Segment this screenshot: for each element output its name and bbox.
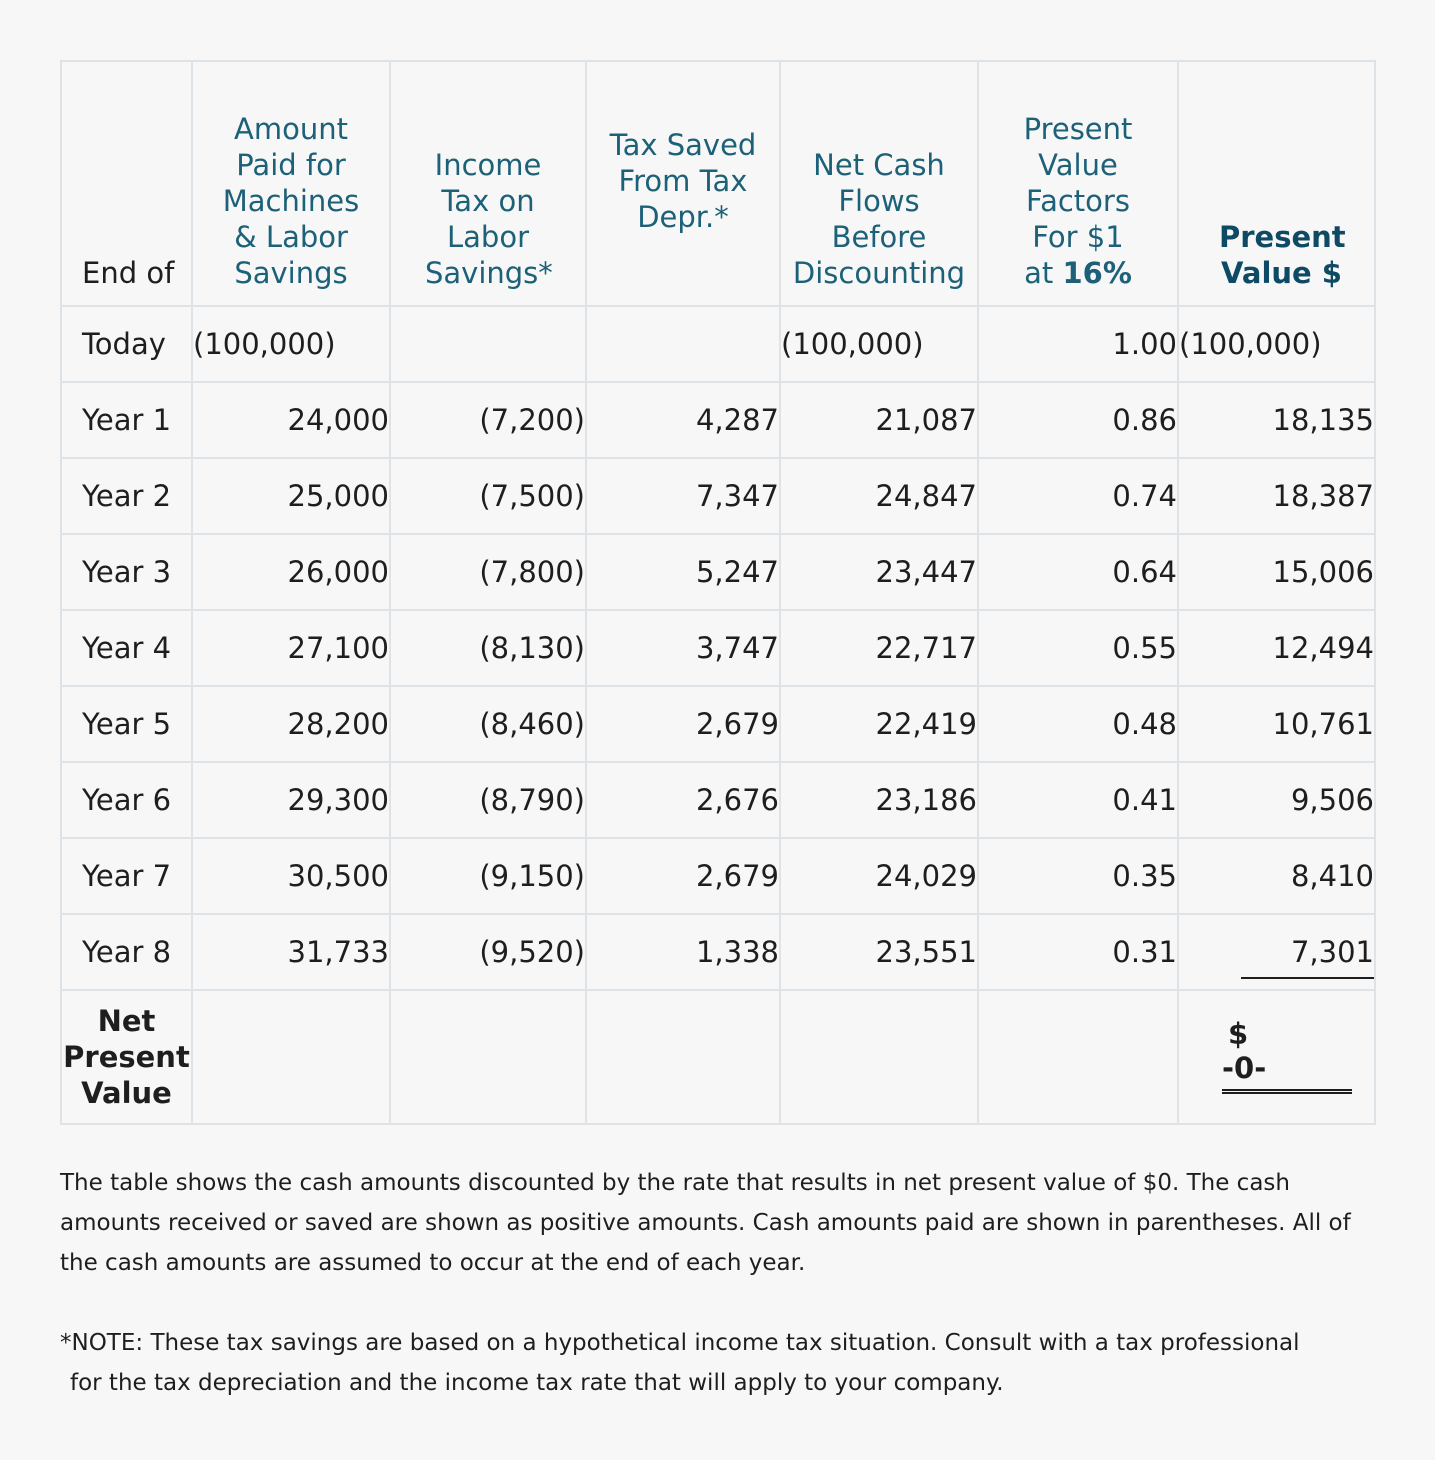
description-text: The table shows the cash amounts discounted by the rate that results in net present value of $0. The cash amounts received or saved are shown as positive amounts. Cash amounts paid are shown in parentheses. All of the cash amounts are assumed to occur at the end of each year. (60, 1170, 1351, 1276)
cell-net-cash-flow: 22,419 (780, 686, 978, 762)
header-income-tax: Income Tax on Labor Savings* (390, 61, 586, 306)
cell-tax-saved: 2,679 (586, 686, 780, 762)
cell-tax-saved: 2,679 (586, 838, 780, 914)
npv-table (60, 60, 1376, 1125)
cell-tax-saved: 5,247 (586, 534, 780, 610)
cell-pv-factor: 0.48 (978, 686, 1178, 762)
underlined-value: 7,301 (1241, 935, 1374, 979)
total-empty-cell (192, 990, 390, 1124)
total-value (1222, 1017, 1352, 1094)
cell-tax-saved (586, 306, 780, 382)
cell-net-cash-flow: (100,000) (780, 306, 978, 382)
row-label: Year 8 (61, 914, 192, 990)
cell-tax-saved: 3,747 (586, 610, 780, 686)
cell-net-cash-flow: 21,087 (780, 382, 978, 458)
cell-pv-factor: 0.64 (978, 534, 1178, 610)
cell-present-value: (100,000) (1178, 306, 1375, 382)
cell-income-tax: (9,520) (390, 914, 586, 990)
cell-tax-saved: 2,676 (586, 762, 780, 838)
cell-present-value: 10,761 (1178, 686, 1375, 762)
total-currency: $ (1228, 1016, 1249, 1051)
npv-table-container (60, 60, 1376, 1125)
cell-net-cash-flow: 23,551 (780, 914, 978, 990)
cell-pv-factor: 0.55 (978, 610, 1178, 686)
cell-income-tax: (8,130) (390, 610, 586, 686)
cell-amount-paid: 28,200 (192, 686, 390, 762)
total-label: Net Present Value (61, 990, 192, 1124)
header-rate: 16% (1062, 256, 1132, 290)
cell-amount-paid: 30,500 (192, 838, 390, 914)
cell-amount-paid: 24,000 (192, 382, 390, 458)
header-pv-factors-text: Present Value Factors For $1 at (1023, 112, 1133, 290)
cell-income-tax: (9,150) (390, 838, 586, 914)
table-row (61, 914, 1375, 990)
cell-amount-paid: (100,000) (192, 306, 390, 382)
row-label: Year 6 (61, 762, 192, 838)
cell-present-value: 12,494 (1178, 610, 1375, 686)
row-label: Year 3 (61, 534, 192, 610)
cell-present-value: 9,506 (1178, 762, 1375, 838)
cell-income-tax: (8,790) (390, 762, 586, 838)
cell-income-tax (390, 306, 586, 382)
row-label: Year 2 (61, 458, 192, 534)
cell-income-tax: (8,460) (390, 686, 586, 762)
table-row (61, 686, 1375, 762)
total-row (61, 990, 1375, 1124)
cell-income-tax: (7,200) (390, 382, 586, 458)
header-tax-saved: Tax Saved From Tax Depr.* (586, 61, 780, 306)
cell-tax-saved: 1,338 (586, 914, 780, 990)
table-row (61, 838, 1375, 914)
cell-present-value: 18,387 (1178, 458, 1375, 534)
cell-amount-paid: 26,000 (192, 534, 390, 610)
cell-pv-factor: 0.31 (978, 914, 1178, 990)
row-label: Year 1 (61, 382, 192, 458)
cell-pv-factor: 1.00 (978, 306, 1178, 382)
total-value-cell (1178, 990, 1375, 1124)
cell-net-cash-flow: 23,186 (780, 762, 978, 838)
cell-pv-factor: 0.86 (978, 382, 1178, 458)
cell-income-tax: (7,800) (390, 534, 586, 610)
row-label: Year 5 (61, 686, 192, 762)
row-label: Year 7 (61, 838, 192, 914)
header-present-value: Present Value $ (1178, 61, 1375, 306)
table-row (61, 534, 1375, 610)
table-row (61, 610, 1375, 686)
header-end-of: End of (61, 61, 192, 306)
header-net-cash-flows: Net Cash Flows Before Discounting (780, 61, 978, 306)
table-row (61, 458, 1375, 534)
cell-present-value: 15,006 (1178, 534, 1375, 610)
cell-amount-paid: 25,000 (192, 458, 390, 534)
footnote-line2: for the tax depreciation and the income tax rate that will apply to your company. (70, 1370, 1004, 1396)
cell-present-value (1178, 914, 1375, 990)
cell-tax-saved: 4,287 (586, 382, 780, 458)
cell-net-cash-flow: 24,029 (780, 838, 978, 914)
cell-net-cash-flow: 22,717 (780, 610, 978, 686)
cell-amount-paid: 27,100 (192, 610, 390, 686)
total-amount: -0- (1222, 1050, 1267, 1085)
total-empty-cell (978, 990, 1178, 1124)
table-row (61, 762, 1375, 838)
cell-income-tax: (7,500) (390, 458, 586, 534)
cell-tax-saved: 7,347 (586, 458, 780, 534)
header-amount-paid: Amount Paid for Machines & Labor Savings (192, 61, 390, 306)
row-label: Year 4 (61, 610, 192, 686)
table-row (61, 382, 1375, 458)
total-empty-cell (390, 990, 586, 1124)
cell-pv-factor: 0.74 (978, 458, 1178, 534)
row-label: Today (61, 306, 192, 382)
total-empty-cell (586, 990, 780, 1124)
notes (60, 1163, 1380, 1403)
cell-pv-factor: 0.35 (978, 838, 1178, 914)
cell-present-value: 8,410 (1178, 838, 1375, 914)
total-empty-cell (780, 990, 978, 1124)
table-row (61, 306, 1375, 382)
header-pv-factors (978, 61, 1178, 306)
cell-amount-paid: 31,733 (192, 914, 390, 990)
cell-net-cash-flow: 23,447 (780, 534, 978, 610)
cell-present-value: 18,135 (1178, 382, 1375, 458)
footnote-line1: *NOTE: These tax savings are based on a hypothetical income tax situation. Consult with a tax professional (60, 1330, 1300, 1356)
cell-pv-factor: 0.41 (978, 762, 1178, 838)
header-row (61, 61, 1375, 306)
cell-amount-paid: 29,300 (192, 762, 390, 838)
cell-net-cash-flow: 24,847 (780, 458, 978, 534)
